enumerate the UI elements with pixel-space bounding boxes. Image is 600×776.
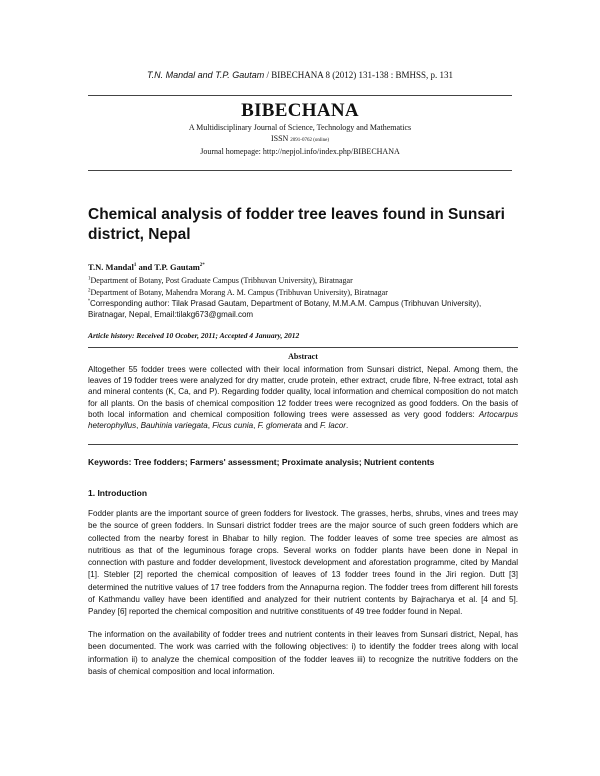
journal-name: BIBECHANA: [241, 100, 359, 121]
species-sep: ,: [253, 421, 258, 431]
species-2: Bauhinia variegata: [140, 421, 208, 431]
intro-paragraph-1: Fodder plants are the important source of green fodders for livestock. The grasses, herbs, shrubs, vines and trees may be the source of green fodders. In Sunsari district fodder trees are the major source of such green fodders which are collected from the nearby forest in Bhabar to hilly region. The fodder leaves of some tree species are almost as nutritious as that of the leguminous forage crops. Several works on fodder plants have been done in Nepal in connection with pasture and fodder development, livestock development and aforestation programme, cited by Mandal [1]. Stebler [2] reported the chemical composition of leaves of 13 fodder trees found in the Jiri region. Dutt [3] determined the nutritive values of 17 tree fodders from the Annapurna region. The fodder trees from different hill forests of Kathmandu valley have been identified and analyzed for their nutrient contents by Bajracharya et al. [4 and 5]. Pandey [6] reported the chemical composition and nutritive constituents of 49 tree fodder found in Nepal.: [88, 509, 518, 617]
journal-issn: [88, 133, 512, 146]
author-1-sup: 1: [133, 263, 137, 269]
affiliation-2-sup: 2: [88, 288, 91, 294]
author-2: T.P. Gautam: [154, 262, 200, 272]
running-head-citation: / BIBECHANA 8 (2012) 131-138 : BMHSS, p. 131: [264, 70, 453, 80]
author-separator: and: [136, 262, 155, 272]
corresponding-author: [88, 298, 518, 320]
author-2-sup: 2*: [199, 263, 205, 269]
affiliation-1: [88, 275, 518, 286]
abstract-text: Altogether 55 fodder trees were collected with their local information from Sunsari district, Nepal. Among them, the leaves of 19 fodder trees were analyzed for dry matter, crude protein, ether extract, crude fibre, N-free extract, total ash and mineral contents (K, Ca, and P). Regarding fodder quality, local information and chemical composition do not match for all plants. On the basis of chemical composition 12 fodder trees were recognized as good fodders. On the basis of both local information and chemical composition following trees were assessed as very good fodders:: [88, 365, 518, 419]
species-4: F. glomerata: [257, 421, 303, 431]
keywords: Keywords: Tree fodders; Farmers' assessment; Proximate analysis; Nutrient contents: [88, 457, 435, 467]
article-title: Chemical analysis of fodder tree leaves found in Sunsari district, Nepal: [88, 206, 505, 243]
species-sep: ,: [136, 421, 141, 431]
article-history: Article history: Received 10 Ocober, 2011; Accepted 4 January, 2012: [88, 331, 300, 340]
abstract-heading: Abstract: [288, 352, 318, 361]
affiliation-1-sup: 1: [88, 276, 91, 282]
corresponding-text: Corresponding author: Tilak Prasad Gautam, Department of Botany, M.M.A.M. Campus (Tribhuvan University), Biratnagar, Nepal, Email:tilakg673@gmail.com: [88, 299, 482, 319]
issn-number: 2091-0762 (online): [290, 138, 330, 143]
affiliation-1-text: Department of Botany, Post Graduate Campus (Tribhuvan University), Biratnagar: [90, 276, 353, 285]
species-sep: .: [346, 421, 349, 431]
running-head: [0, 70, 600, 80]
species-sep: ,: [207, 421, 213, 431]
species-1: Artocarpus heterophyllus: [88, 409, 518, 431]
abstract-body: [88, 364, 518, 431]
corresponding-sup: *: [88, 298, 90, 305]
species-3: Ficus cunia: [212, 421, 254, 431]
running-head-authors: T.N. Mandal and T.P. Gautam: [146, 70, 265, 80]
author-line: [88, 262, 205, 272]
species-sep: and: [302, 421, 321, 431]
affiliation-2: [88, 287, 518, 298]
intro-paragraph-2: The information on the availability of fodder trees and nutrient contents in their leaves from Sunsari district, Nepal, has been documented. The work was carried with the following objectives: i) to identify the fodder trees along with local information ii) to analyze the chemical composition of the fodder leaves iii) to recognize the nutritive fodders on the basis of chemical composition and local information.: [88, 630, 518, 676]
journal-masthead: [88, 95, 512, 171]
author-1: T.N. Mandal: [88, 262, 134, 272]
abstract-bottom-rule: [88, 444, 518, 445]
species-5: F. lacor: [320, 421, 346, 431]
affiliation-2-text: Department of Botany, Mahendra Morang A. M. Campus (Tribhuvan University), Biratnagar: [90, 288, 388, 297]
journal-description: A Multidisciplinary Journal of Science, Technology and Mathematics: [188, 123, 412, 132]
abstract-top-rule: [88, 347, 518, 348]
issn-label: ISSN: [270, 134, 289, 143]
section-heading-introduction: 1. Introduction: [88, 488, 148, 498]
journal-homepage[interactable]: Journal homepage: http://nepjol.info/index.php/BIBECHANA: [200, 147, 400, 156]
